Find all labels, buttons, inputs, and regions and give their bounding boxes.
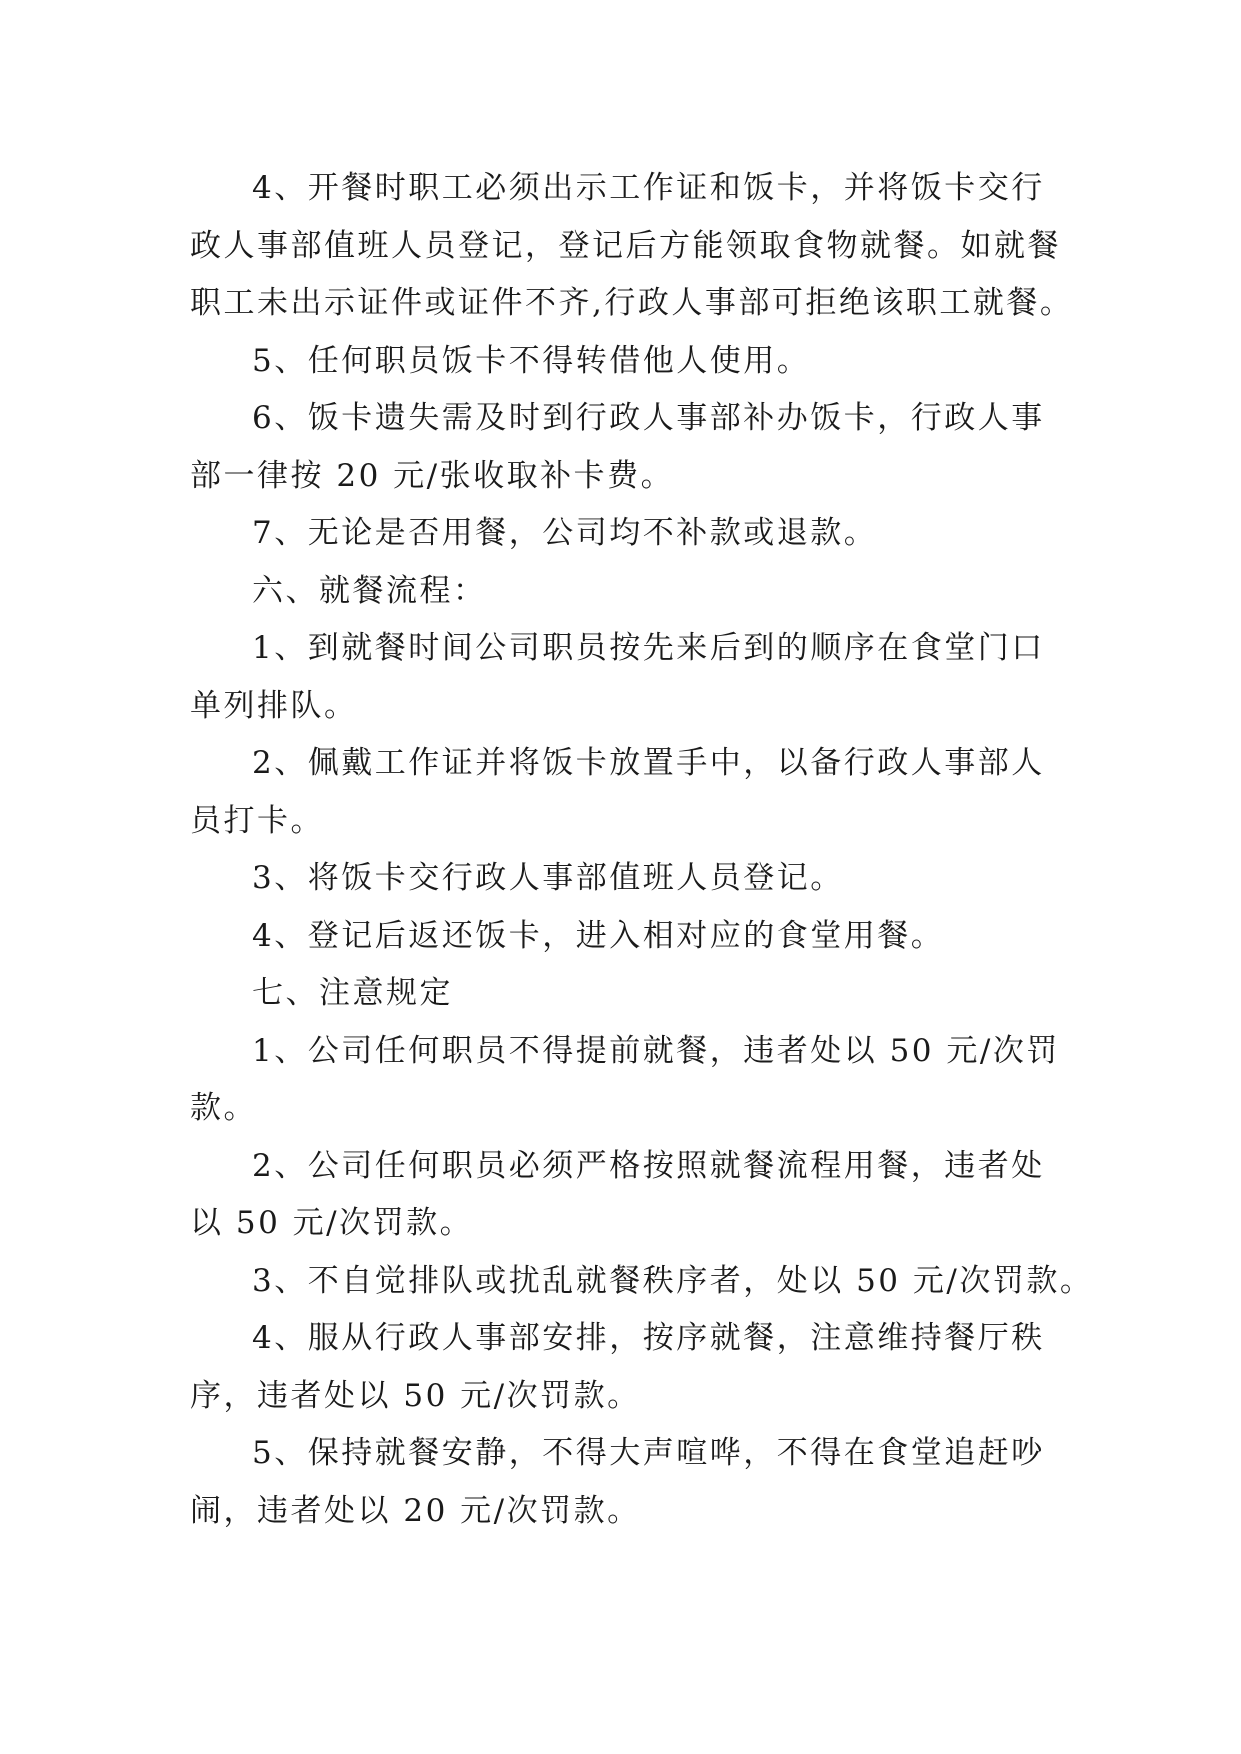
paragraph-follow-procedure bbox=[190, 1138, 1090, 1253]
text-line: 款。 bbox=[190, 1090, 257, 1126]
text-line: 6、饭卡遗失需及时到行政人事部补办饭卡，行政人事 bbox=[252, 400, 1045, 436]
text-line: 2、佩戴工作证并将饭卡放置手中，以备行政人事部人 bbox=[252, 745, 1045, 781]
paragraph-queue bbox=[190, 620, 1090, 735]
text-line: 1、到就餐时间公司职员按先来后到的顺序在食堂门口 bbox=[252, 630, 1045, 666]
text-line: 4、服从行政人事部安排，按序就餐，注意维持餐厅秩 bbox=[252, 1320, 1045, 1356]
text-line: 职工未出示证件或证件不齐,行政人事部可拒绝该职工就餐。 bbox=[190, 285, 1074, 321]
text-line: 闹，违者处以 20 元/次罚款。 bbox=[190, 1492, 641, 1529]
section-heading-rules bbox=[190, 965, 1090, 1023]
paragraph-no-refund bbox=[190, 505, 1090, 563]
text-line: 2、公司任何职员必须严格按照就餐流程用餐，违者处 bbox=[252, 1147, 1045, 1184]
text-line: 4、登记后返还饭卡，进入相对应的食堂用餐。 bbox=[252, 917, 945, 954]
text-line: 七、注意规定 bbox=[252, 975, 453, 1011]
paragraph-meal-card-check bbox=[190, 160, 1090, 333]
text-line: 部一律按 20 元/张收取补卡费。 bbox=[190, 457, 675, 494]
body-text bbox=[190, 160, 1094, 1540]
paragraph-queue-order bbox=[190, 1253, 1094, 1311]
text-line: 3、不自觉排队或扰乱就餐秩序者，处以 50 元/次罚款。 bbox=[252, 1262, 1094, 1299]
paragraph-return-card bbox=[190, 908, 1090, 966]
section-heading-dining-procedure bbox=[190, 563, 1090, 621]
text-line: 5、保持就餐安静，不得大声喧哗，不得在食堂追赶吵 bbox=[252, 1435, 1045, 1471]
text-line: 以 50 元/次罚款。 bbox=[190, 1205, 474, 1241]
paragraph-lost-card bbox=[190, 390, 1090, 505]
text-line: 3、将饭卡交行政人事部值班人员登记。 bbox=[252, 860, 844, 896]
paragraph-no-lending bbox=[190, 333, 1090, 391]
text-line: 六、就餐流程： bbox=[252, 572, 487, 609]
paragraph-no-early-dining bbox=[190, 1023, 1090, 1138]
paragraph-obey-arrangement bbox=[190, 1310, 1090, 1425]
text-line: 4、开餐时职工必须出示工作证和饭卡，并将饭卡交行 bbox=[252, 170, 1045, 206]
text-line: 1、公司任何职员不得提前就餐，违者处以 50 元/次罚 bbox=[252, 1032, 1060, 1069]
text-line: 5、任何职员饭卡不得转借他人使用。 bbox=[252, 342, 811, 379]
text-line: 员打卡。 bbox=[190, 802, 324, 839]
text-line: 政人事部值班人员登记，登记后方能领取食物就餐。如就餐 bbox=[190, 227, 1061, 264]
text-line: 序，违者处以 50 元/次罚款。 bbox=[190, 1377, 641, 1414]
text-line: 7、无论是否用餐，公司均不补款或退款。 bbox=[252, 515, 878, 551]
paragraph-wear-badge bbox=[190, 735, 1090, 850]
paragraph-keep-quiet bbox=[190, 1425, 1090, 1540]
paragraph-register-card bbox=[190, 850, 1090, 908]
text-line: 单列排队。 bbox=[190, 687, 358, 724]
